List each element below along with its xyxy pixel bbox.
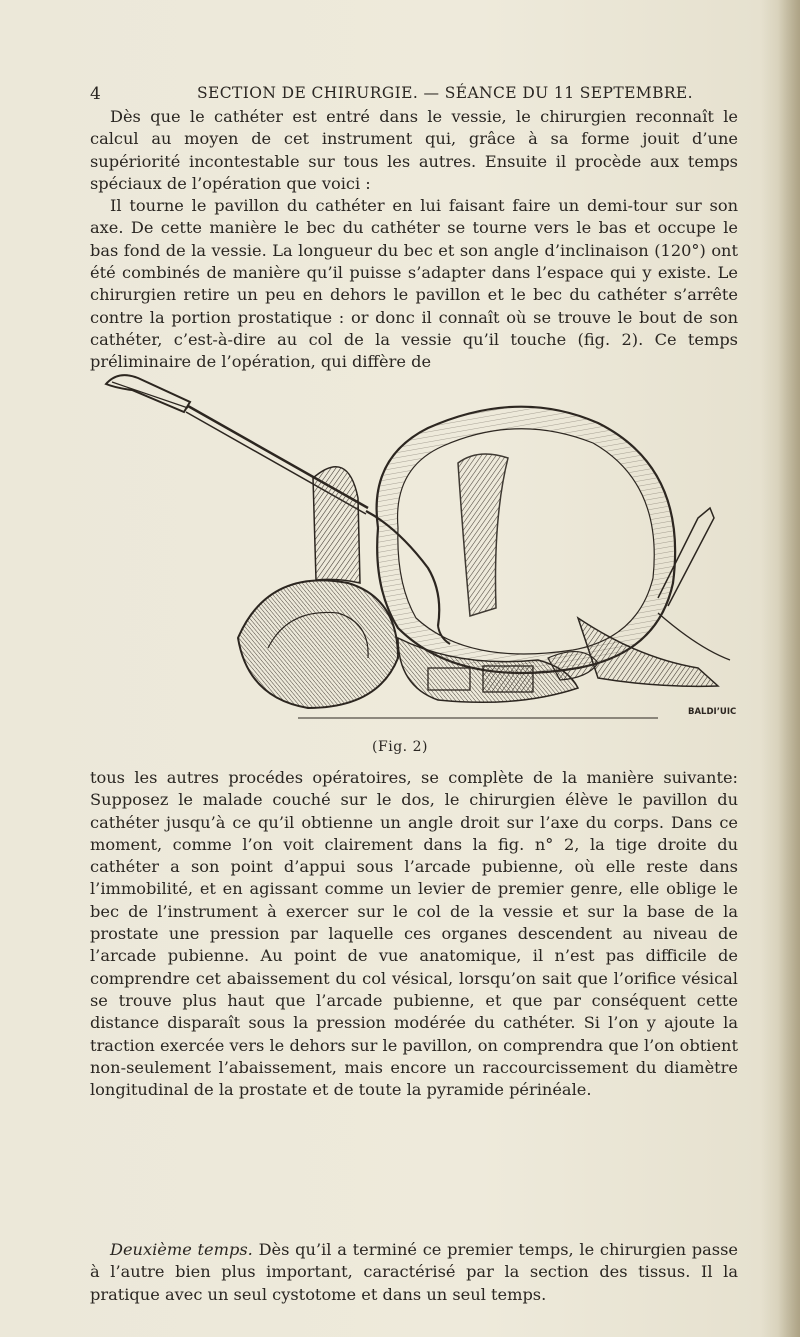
engraver-signature: BALDI’UIC <box>688 707 737 717</box>
pubic-bone <box>238 580 398 708</box>
text-block-top <box>90 106 738 374</box>
figure-illustration <box>98 368 738 728</box>
page-edge-shadow <box>778 0 800 1337</box>
text-block-bottom <box>90 1239 738 1306</box>
anatomical-figure <box>98 368 738 728</box>
running-title: SECTION DE CHIRURGIE. — SÉANCE DU 11 SEPTEMBRE. <box>197 84 693 102</box>
figure-caption: (Fig. 2) <box>372 739 428 755</box>
page-header <box>90 84 740 108</box>
text-block-middle <box>90 767 738 1101</box>
catheter-handle <box>106 375 190 412</box>
bladder <box>377 407 676 673</box>
section-lead: Deuxième temps. <box>110 1240 253 1259</box>
paragraph: tous les autres procédes opératoires, se complète de la manière suivante: Supposez le malade couché sur le dos, le chirurgien élève le pavillon du cathéter jusqu’à ce qu’il obtienne un angle droit sur l’axe du corps. Dans ce moment, comme l’on voit clairement dans la fig. n° 2, la tige droite du cathéter a son point d’appui sous l’arcade pubienne, où elle reste dans l’immobilité, et en agissant comme un levier de premier genre, elle oblige le bec de l’instrument à exercer sur le col de la vessie et sur la base de la prostate une pression par laquelle ces organes descendent au niveau de l’arcade pubienne. Au point de vue anatomique, il n’est pas difficile de comprendre cet abaissement du col vésical, lorsqu’on sait que l’orifice vésical se trouve plus haut que l’arcade pubienne, et que par conséquent cette distance disparaît sous la pression modérée du cathéter. Si l’on y ajoute la traction exercée vers le dehors sur le pavillon, on comprendra que l’on obtient non-seulement l’abaissement, mais encore un raccourcissement du diamètre longitudinal de la prostate et de toute la pyramide périnéale. <box>90 768 738 1100</box>
paragraph: Dès que le cathéter est entré dans le vessie, le chirurgien reconnaît le calcul au moyen de cet instrument qui, grâce à sa forme jouit d’une supériorité incontestable sur tous les autres. Ensuite il procède aux temps spéciaux de l’opération que voici : <box>90 107 738 193</box>
page-number: 4 <box>90 84 102 104</box>
paragraph-rest: Dès qu’il a terminé ce premier temps, le chirurgien passe à l’autre bien plus important, caractérisé par la section des tissus. Il la pratique avec un seul cystotome et dans un seul temps. <box>90 1240 738 1304</box>
paragraph <box>90 1239 738 1306</box>
paragraph: Il tourne le pavillon du cathéter en lui faisant faire un demi-tour sur son axe. De cette manière le bec du cathéter se tourne vers le bas et occupe le bas fond de la vessie. La longueur du bec et son angle d’inclinaison (120°) ont été combinés de manière qu’il puisse s’adapter dans l’espace qui y existe. Le chirurgien retire un peu en dehors le pavillon et le bec du cathéter s’arrête contre la portion prostatique : or donc il connaît où se trouve le bout de son cathéter, c’est-à-dire au col de la vessie qu’il touche (fig. 2). Ce temps préliminaire de l’opération, qui diffère de <box>90 196 738 372</box>
